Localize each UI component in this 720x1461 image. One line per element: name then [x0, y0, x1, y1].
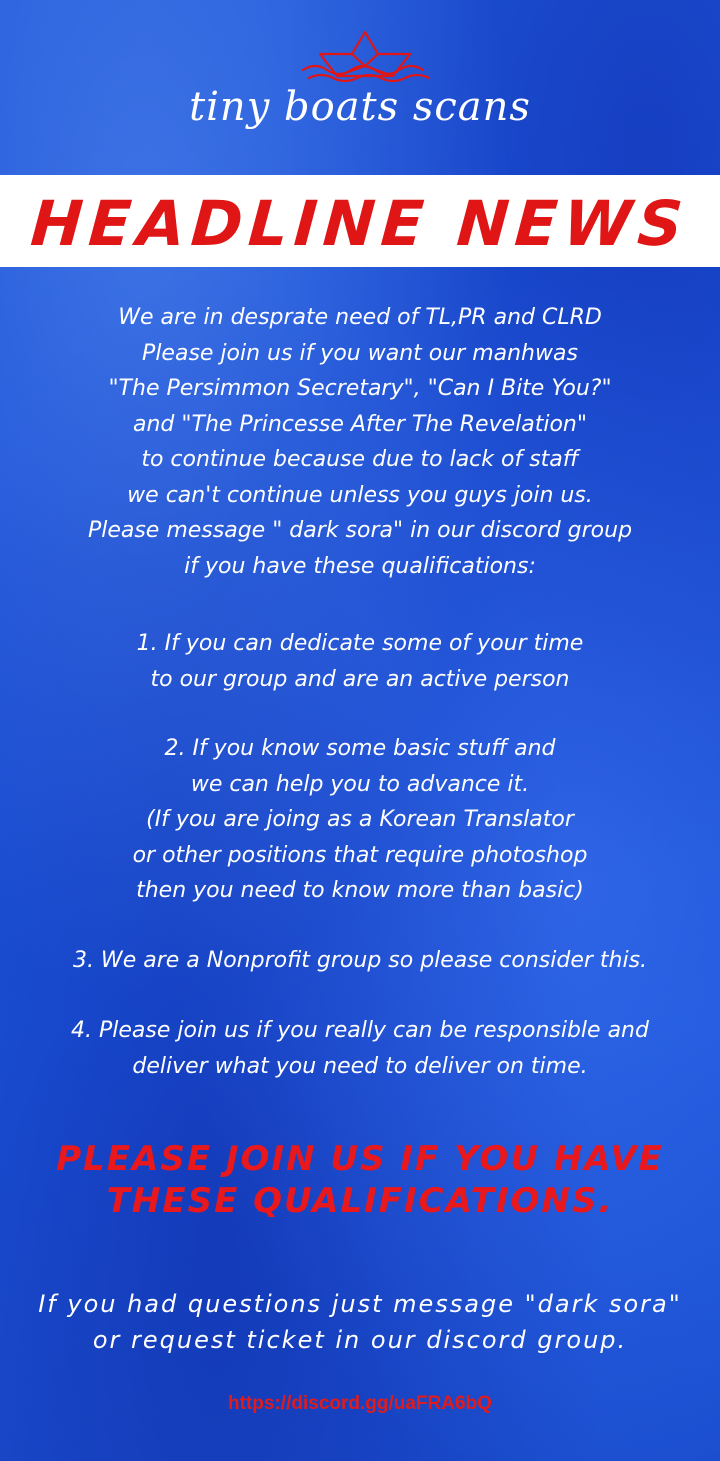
- discord-link[interactable]: https://discord.gg/uaFRA6bQ: [228, 1393, 492, 1414]
- brand-name: tiny boats scans: [189, 84, 531, 130]
- announcement-body: [20, 300, 700, 1079]
- paper-boat-icon: [295, 28, 435, 90]
- brand-header: [0, 0, 720, 175]
- contact-note: If you had questions just message "dark sora" or request ticket in our discord group.: [38, 1290, 682, 1354]
- qualification-item: 1. If you can dedicate some of your time to our group and are an active person: [136, 631, 584, 692]
- headline-title: HEADLINE NEWS: [28, 187, 692, 260]
- qualification-item: 4. Please join us if you really can be responsible and deliver what you need to deliver on time.: [71, 1018, 649, 1079]
- qualification-item: 3. We are a Nonprofit group so please consider this.: [72, 948, 648, 973]
- recruitment-intro: We are in desprate need of TL,PR and CLRD Please join us if you want our manhwas "The Persimmon Secretary", "Can I Bite You?" and "The Princesse After The Revelation" to continue because due to lack of staff we can't continue unless you guys join us. Please message " dark sora" in our discord group if you have these qualifications:: [87, 305, 633, 579]
- headline-banner: [0, 175, 720, 267]
- call-to-action: PLEASE JOIN US IF YOU HAVE THESE QUALIFICATIONS.: [56, 1139, 664, 1221]
- qualification-item: 2. If you know some basic stuff and we can help you to advance it. (If you are joing as a Korean Translator or other positions that require photoshop then you need to know more than basic): [132, 736, 588, 903]
